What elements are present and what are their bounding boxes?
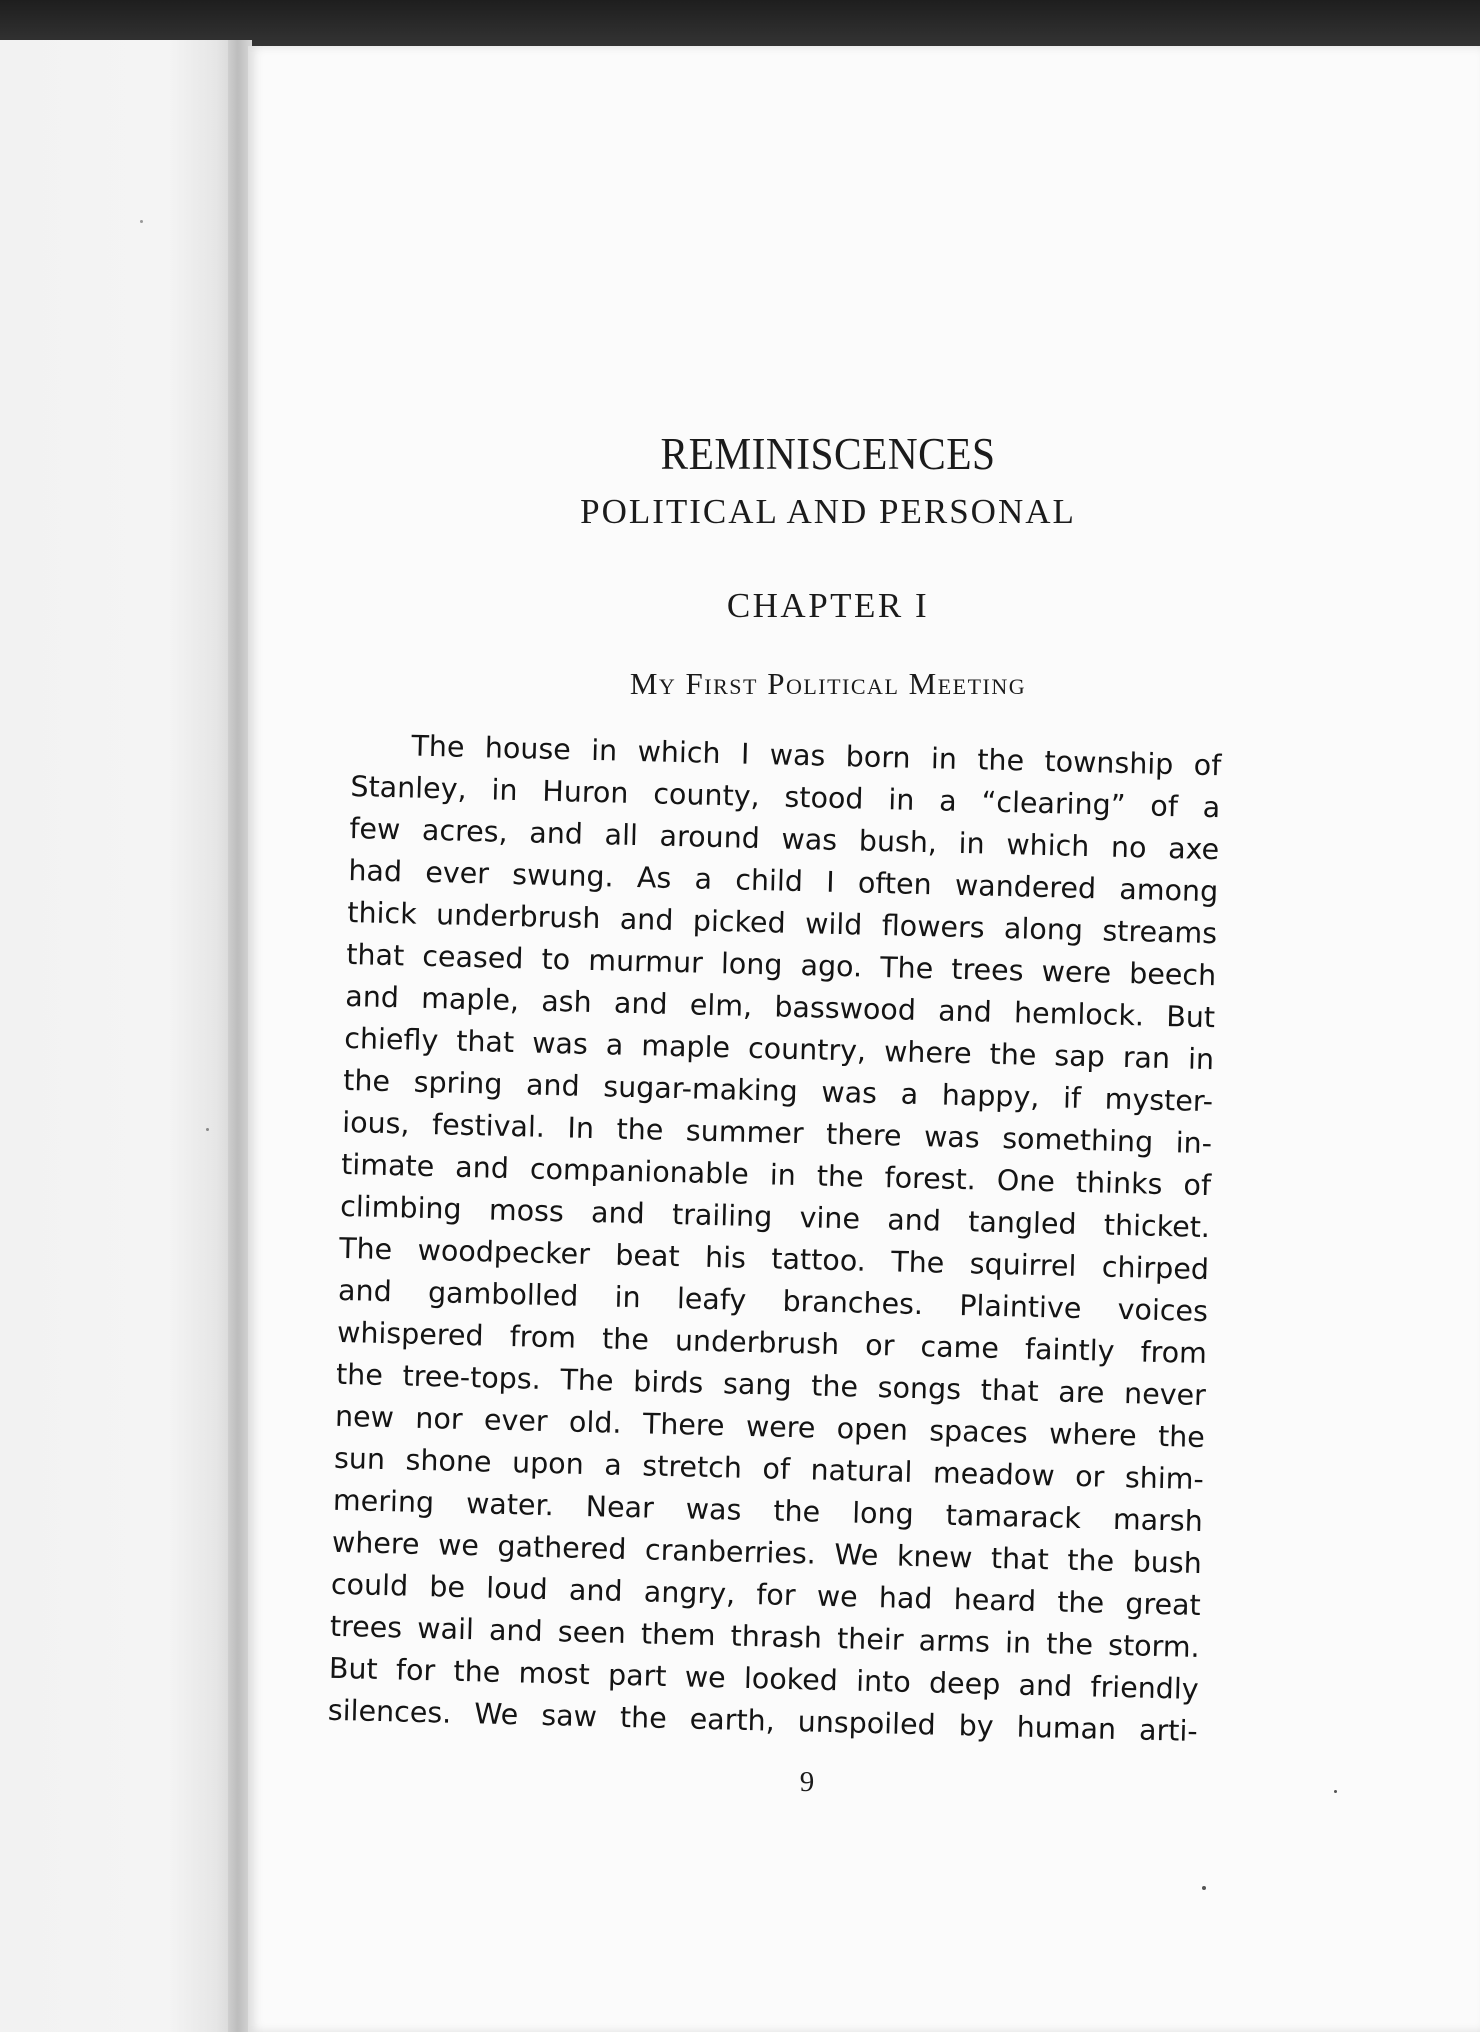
text-line: had ever swung. As a child I often wandered among [348, 853, 1219, 909]
text-line: trees wail and seen them thrash their arms in the storm. [329, 1609, 1201, 1664]
paper-speck [140, 220, 143, 223]
text-line: the tree-tops. The birds sang the songs that are never [335, 1357, 1207, 1413]
chapter-number: CHAPTER I [726, 586, 930, 625]
text-line: whispered from the underbrush or came faintly from [336, 1315, 1208, 1371]
book-page [248, 46, 1480, 2032]
text-line: ious, festival. In the summer there was something in- [341, 1105, 1213, 1161]
text-line: that ceased to murmur long ago. The trees were beech [345, 937, 1217, 993]
chapter-heading: My First Political Meeting [629, 666, 1027, 701]
text-line: mering water. Near was the long tamarack marsh [332, 1483, 1204, 1539]
text-line: silences. We saw the earth, unspoiled by human arti- [327, 1693, 1199, 1748]
text-line: sun shone upon a stretch of natural meadow or shim- [333, 1441, 1205, 1497]
page-number: 9 [799, 1766, 815, 1798]
paper-speck [1334, 1790, 1337, 1793]
text-line: thick underbrush and picked wild flowers along streams [346, 895, 1218, 951]
text-line: and gambolled in leafy branches. Plaintive voices [337, 1273, 1209, 1329]
text-line: new nor ever old. There were open spaces where the [334, 1399, 1206, 1455]
text-line: climbing moss and trailing vine and tangled thicket. [339, 1189, 1211, 1245]
text-line: The house in which I was born in the township of [411, 729, 1222, 783]
text-line: chiefly that was a maple country, where the sap ran in [343, 1021, 1215, 1077]
book-subtitle: POLITICAL AND PERSONAL [580, 492, 1076, 531]
text-line: could be loud and angry, for we had heard the great [330, 1567, 1202, 1622]
text-line: where we gathered cranberries. We knew that the bush [331, 1525, 1203, 1581]
text-line: But for the most part we looked into deep and friendly [328, 1651, 1200, 1706]
facing-page [0, 40, 240, 2032]
chapter-body-text [327, 724, 1221, 1753]
text-line: the spring and sugar-making was a happy, if myster- [342, 1063, 1214, 1119]
text-line: timate and companionable in the forest. One thinks of [340, 1147, 1212, 1203]
paper-speck [206, 1128, 209, 1131]
text-line: The woodpecker beat his tattoo. The squirrel chirped [338, 1231, 1210, 1287]
text-line: and maple, ash and elm, basswood and hemlock. But [344, 979, 1216, 1035]
paper-speck [1202, 1886, 1206, 1890]
book-title: REMINISCENCES [660, 429, 996, 479]
text-line: few acres, and all around was bush, in which no axe [349, 811, 1220, 867]
text-line: Stanley, in Huron county, stood in a “clearing” of a [350, 769, 1221, 825]
